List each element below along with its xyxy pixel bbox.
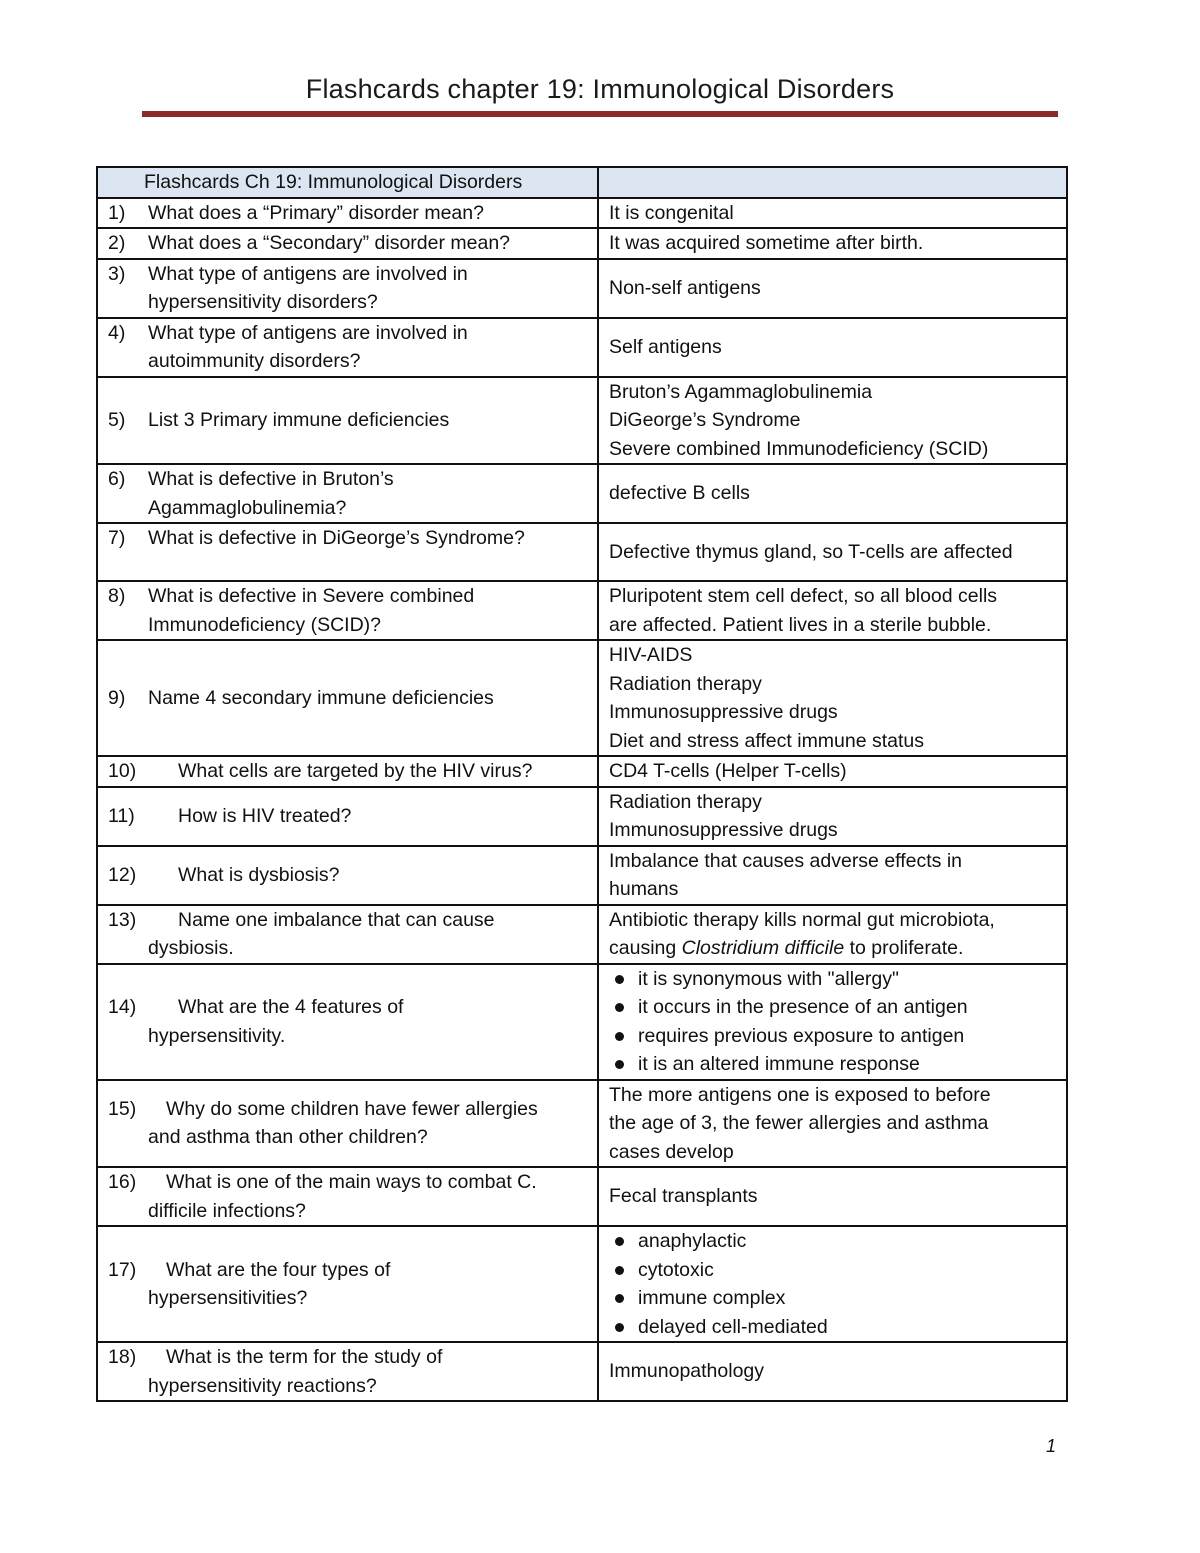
answer-text: Self antigens xyxy=(609,335,722,358)
question-cell xyxy=(97,318,598,377)
question-cell xyxy=(97,259,598,318)
answer-cell xyxy=(598,964,1067,1080)
document-title: Flashcards chapter 19: Immunological Disorders xyxy=(305,74,895,104)
page-number: 1 xyxy=(1046,1436,1057,1456)
answer-cell xyxy=(598,756,1067,787)
answer-text: Non-self antigens xyxy=(609,276,761,299)
table-row xyxy=(97,787,1067,846)
answer-cell xyxy=(598,318,1067,377)
question-cell xyxy=(97,377,598,465)
question-text: What is defective in Severe combined xyxy=(148,585,475,607)
answer-text: Fecal transplants xyxy=(609,1185,758,1208)
question-text-continued: hypersensitivities? xyxy=(148,1287,308,1309)
answer-cell xyxy=(598,198,1067,229)
row-number: 13) xyxy=(108,908,137,931)
bullet-item: cytotoxic xyxy=(609,1256,1056,1285)
question-cell xyxy=(97,581,598,640)
answer-text: Immunopathology xyxy=(609,1360,765,1383)
answer-cell xyxy=(598,640,1067,756)
row-number: 16) xyxy=(108,1171,137,1193)
title-rule xyxy=(142,111,1058,117)
question-cell xyxy=(97,964,598,1080)
question-text: What is dysbiosis? xyxy=(178,863,340,886)
table-row xyxy=(97,1167,1067,1226)
question-cell xyxy=(97,523,598,581)
question-cell xyxy=(97,905,598,964)
feature-list xyxy=(609,965,1056,1079)
answer-cell xyxy=(598,228,1067,259)
answer-line: Antibiotic therapy kills normal gut microbiota, xyxy=(609,908,995,931)
answer-cell xyxy=(598,259,1067,318)
question-cell xyxy=(97,787,598,846)
question-text: What does a “Secondary” disorder mean? xyxy=(148,232,511,254)
header-right-cell xyxy=(598,167,1067,198)
question-cell xyxy=(97,640,598,756)
row-number: 2) xyxy=(108,232,126,254)
row-number: 7) xyxy=(108,527,126,549)
question-text: List 3 Primary immune deficiencies xyxy=(148,409,450,431)
table-row xyxy=(97,846,1067,905)
question-text: Name one imbalance that can cause xyxy=(178,908,495,931)
table-row xyxy=(97,1080,1067,1168)
table-row xyxy=(97,318,1067,377)
answer-line: Bruton’s Agammaglobulinemia xyxy=(609,380,873,403)
bullet-item: it occurs in the presence of an antigen xyxy=(609,993,1056,1022)
question-text-continued: hypersensitivity. xyxy=(148,1024,286,1047)
question-text: How is HIV treated? xyxy=(178,804,352,827)
question-text: What type of antigens are involved in xyxy=(148,321,468,344)
organism-name: Clostridium difficile xyxy=(681,937,845,959)
question-cell xyxy=(97,228,598,259)
table-row xyxy=(97,905,1067,964)
question-text: What is the term for the study of xyxy=(166,1346,443,1368)
question-text-continued: Immunodeficiency (SCID)? xyxy=(148,613,381,636)
question-cell xyxy=(97,1080,598,1168)
question-text-continued: hypersensitivity disorders? xyxy=(148,291,378,313)
flashcards-table xyxy=(96,166,1068,1402)
question-text: Why do some children have fewer allergies xyxy=(166,1097,538,1120)
answer-line: Pluripotent stem cell defect, so all blood cells xyxy=(609,585,998,607)
row-number: 12) xyxy=(108,863,137,886)
question-cell xyxy=(97,1167,598,1226)
question-cell xyxy=(97,846,598,905)
row-number: 15) xyxy=(108,1097,137,1120)
answer-line: Radiation therapy xyxy=(609,790,762,813)
bullet-item: delayed cell-mediated xyxy=(609,1313,1056,1342)
question-text-continued: autoimmunity disorders? xyxy=(148,350,361,372)
answer-line: the age of 3, the fewer allergies and asthma xyxy=(609,1112,989,1134)
bullet-item: anaphylactic xyxy=(609,1227,1056,1256)
table-row xyxy=(97,523,1067,581)
answer-line: Radiation therapy xyxy=(609,672,762,695)
answer-line: DiGeorge’s Syndrome xyxy=(609,409,801,431)
table-row xyxy=(97,259,1067,318)
answer-line: The more antigens one is exposed to before xyxy=(609,1083,991,1106)
header-left-cell: Flashcards Ch 19: Immunological Disorders xyxy=(97,167,598,198)
answer-cell xyxy=(598,1342,1067,1401)
hypersensitivity-types-list xyxy=(609,1227,1056,1341)
answer-cell xyxy=(598,787,1067,846)
answer-line: Immunosuppressive drugs xyxy=(609,819,838,841)
question-text-continued: difficile infections? xyxy=(148,1199,306,1222)
row-number: 17) xyxy=(108,1258,137,1281)
answer-cell xyxy=(598,464,1067,523)
question-cell xyxy=(97,1226,598,1342)
question-text: What type of antigens are involved in xyxy=(148,262,468,285)
answer-line: Severe combined Immunodeficiency (SCID) xyxy=(609,437,989,460)
answer-line: cases develop xyxy=(609,1140,734,1163)
answer-line: are affected. Patient lives in a sterile bubble. xyxy=(609,613,992,636)
table-header-row xyxy=(97,167,1067,198)
question-text-continued: dysbiosis. xyxy=(148,937,234,959)
question-text-continued: Agammaglobulinemia? xyxy=(148,496,347,519)
answer-cell xyxy=(598,581,1067,640)
row-number: 14) xyxy=(108,996,137,1018)
answer-line: Immunosuppressive drugs xyxy=(609,701,838,723)
table-row xyxy=(97,756,1067,787)
answer-cell xyxy=(598,377,1067,465)
row-number: 11) xyxy=(108,804,135,827)
answer-cell xyxy=(598,1080,1067,1168)
question-cell xyxy=(97,1342,598,1401)
table-row xyxy=(97,640,1067,756)
row-number: 1) xyxy=(108,201,126,224)
question-text-continued: hypersensitivity reactions? xyxy=(148,1374,377,1397)
row-number: 9) xyxy=(108,686,126,709)
answer-cell xyxy=(598,846,1067,905)
question-cell xyxy=(97,198,598,229)
question-cell xyxy=(97,464,598,523)
answer-text: CD4 T-cells (Helper T-cells) xyxy=(609,760,847,782)
question-text: What is defective in DiGeorge’s Syndrome? xyxy=(148,527,525,549)
answer-fragment: to proliferate. xyxy=(844,937,964,959)
answer-cell xyxy=(598,1167,1067,1226)
table-row xyxy=(97,964,1067,1080)
answer-fragment: causing xyxy=(609,937,682,959)
question-text: What is one of the main ways to combat C. xyxy=(166,1171,537,1193)
answer-text: Defective thymus gland, so T-cells are affected xyxy=(609,540,1013,563)
answer-line: Diet and stress affect immune status xyxy=(609,729,925,752)
question-text: Name 4 secondary immune deficiencies xyxy=(148,686,494,709)
question-text: What does a “Primary” disorder mean? xyxy=(148,201,484,224)
question-text: What are the 4 features of xyxy=(178,996,404,1018)
answer-cell xyxy=(598,905,1067,964)
row-number: 10) xyxy=(108,760,137,782)
answer-cell xyxy=(598,1226,1067,1342)
table-row xyxy=(97,1226,1067,1342)
question-text: What are the four types of xyxy=(166,1258,391,1281)
question-cell xyxy=(97,756,598,787)
answer-cell xyxy=(598,523,1067,581)
question-text-continued: and asthma than other children? xyxy=(148,1126,428,1149)
answer-line: HIV-AIDS xyxy=(609,644,693,666)
answer-line: Imbalance that causes adverse effects in xyxy=(609,849,963,872)
answer-line xyxy=(609,934,1056,963)
row-number: 3) xyxy=(108,262,126,285)
row-number: 8) xyxy=(108,585,126,607)
answer-line: humans xyxy=(609,878,679,900)
row-number: 18) xyxy=(108,1346,137,1368)
bullet-item: requires previous exposure to antigen xyxy=(609,1022,1056,1051)
question-text: What is defective in Bruton’s xyxy=(148,468,394,490)
table-row xyxy=(97,464,1067,523)
table-row xyxy=(97,377,1067,465)
row-number: 6) xyxy=(108,468,126,490)
answer-text: It is congenital xyxy=(609,201,734,224)
row-number: 4) xyxy=(108,321,126,344)
question-text: What cells are targeted by the HIV virus? xyxy=(178,760,533,782)
answer-text: It was acquired sometime after birth. xyxy=(609,232,924,254)
bullet-item: immune complex xyxy=(609,1284,1056,1313)
bullet-item: it is an altered immune response xyxy=(609,1050,1056,1079)
row-number: 5) xyxy=(108,409,126,431)
answer-text: defective B cells xyxy=(609,482,750,505)
table-row xyxy=(97,1342,1067,1401)
table-row xyxy=(97,581,1067,640)
bullet-item: it is synonymous with "allergy" xyxy=(609,965,1056,994)
table-row xyxy=(97,228,1067,259)
table-row xyxy=(97,198,1067,229)
